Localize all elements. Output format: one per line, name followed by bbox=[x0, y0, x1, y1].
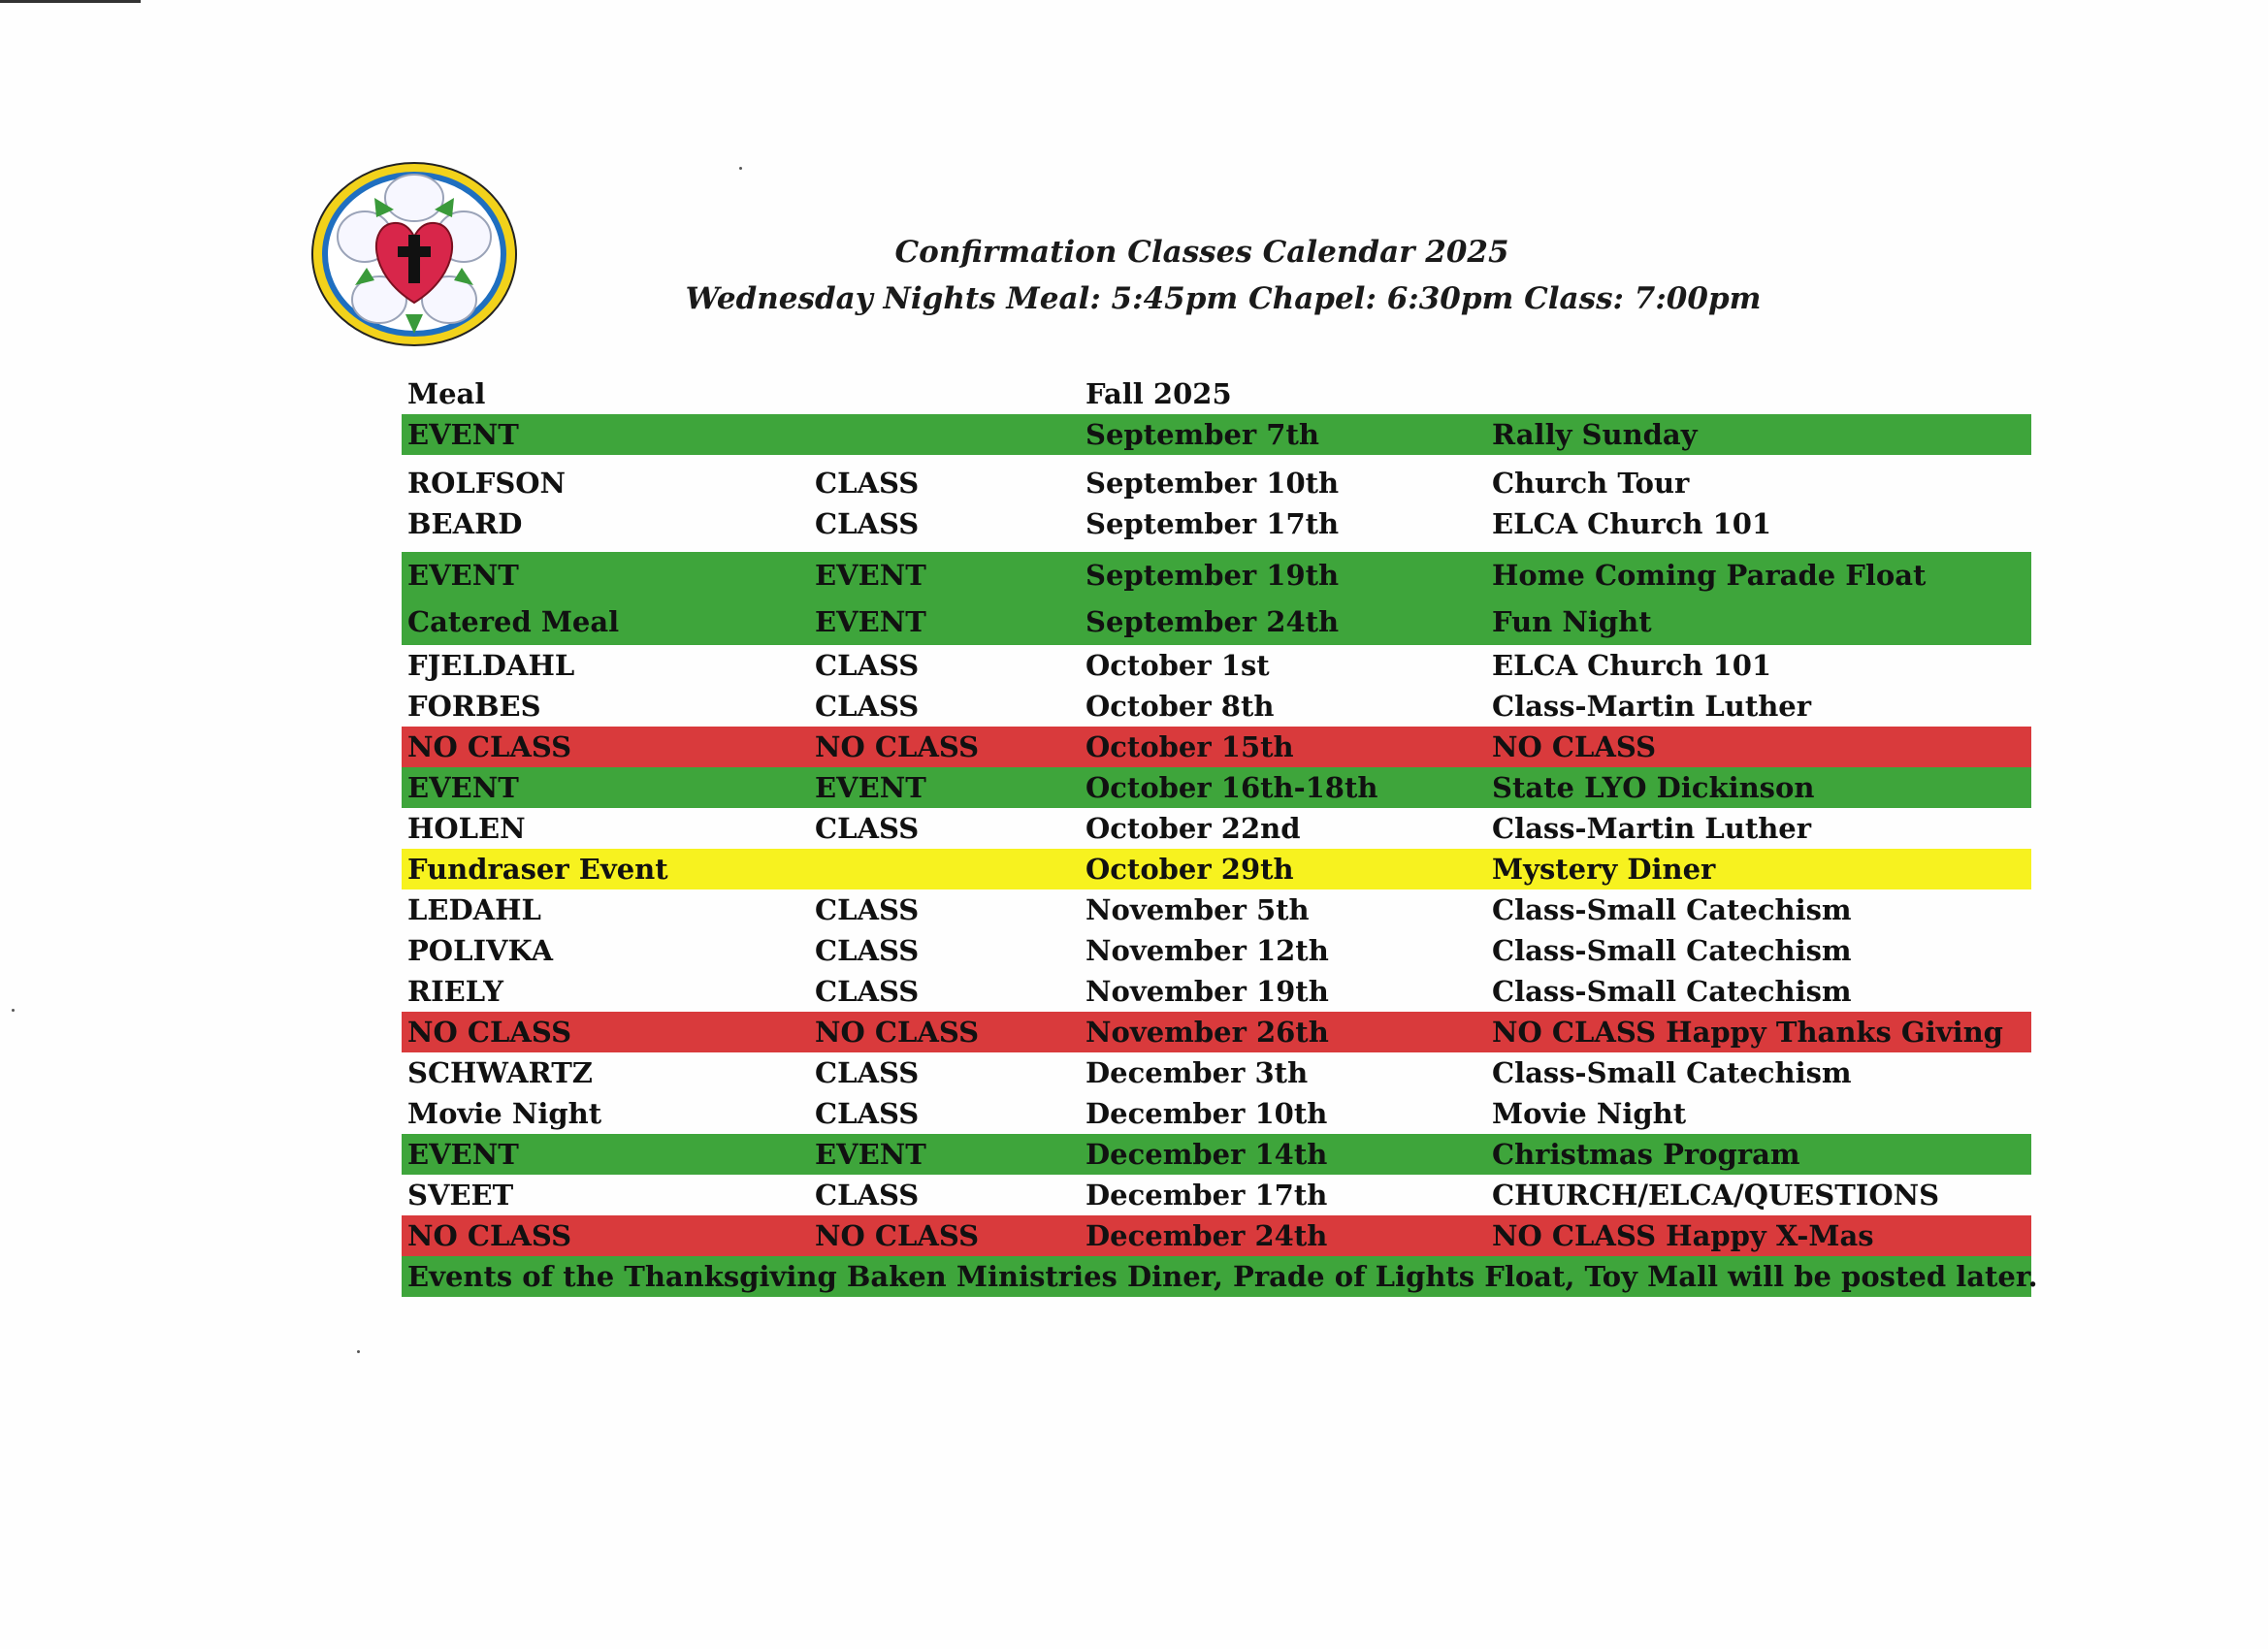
table-row bbox=[402, 1215, 2031, 1256]
footer-note-row bbox=[402, 1256, 2038, 1297]
page-subtitle: Wednesday Nights Meal: 5:45pm Chapel: 6:30pm Class: 7:00pm bbox=[685, 281, 1762, 316]
meal-cell: NO CLASS bbox=[407, 1016, 572, 1049]
meal-cell: FJELDAHL bbox=[407, 649, 575, 682]
date-cell: December 24th bbox=[1085, 1219, 1328, 1252]
topic-cell: Class-Small Catechism bbox=[1492, 1056, 1852, 1089]
meal-cell: Catered Meal bbox=[407, 605, 620, 638]
table-row bbox=[402, 1012, 2031, 1052]
row-spacer bbox=[402, 455, 2031, 463]
table-row bbox=[402, 889, 2031, 930]
date-cell: November 26th bbox=[1085, 1016, 1329, 1049]
type-cell: EVENT bbox=[815, 771, 926, 804]
topic-cell: Church Tour bbox=[1492, 467, 1690, 500]
meal-cell: SCHWARTZ bbox=[407, 1056, 593, 1089]
type-cell: CLASS bbox=[815, 507, 920, 540]
type-cell: EVENT bbox=[815, 1138, 926, 1171]
date-cell: November 12th bbox=[1085, 934, 1329, 967]
meal-cell: EVENT bbox=[407, 418, 519, 451]
topic-cell: NO CLASS Happy Thanks Giving bbox=[1492, 1016, 2003, 1049]
type-cell: CLASS bbox=[815, 649, 920, 682]
scan-speck bbox=[357, 1350, 360, 1353]
date-cell: October 8th bbox=[1085, 690, 1275, 723]
date-cell: September 7th bbox=[1085, 418, 1319, 451]
type-cell: CLASS bbox=[815, 1056, 920, 1089]
topic-cell: Fun Night bbox=[1492, 605, 1652, 638]
table-row bbox=[402, 1134, 2031, 1175]
date-cell: October 16th-18th bbox=[1085, 771, 1378, 804]
table-body bbox=[402, 414, 2031, 1256]
date-cell: September 24th bbox=[1085, 605, 1340, 638]
date-cell: December 3th bbox=[1085, 1056, 1309, 1089]
topic-cell: Class-Small Catechism bbox=[1492, 893, 1852, 926]
topic-cell: CHURCH/ELCA/QUESTIONS bbox=[1492, 1179, 1940, 1212]
type-cell: CLASS bbox=[815, 812, 920, 845]
topic-cell: Home Coming Parade Float bbox=[1492, 559, 1927, 592]
meal-cell: FORBES bbox=[407, 690, 541, 723]
meal-cell: HOLEN bbox=[407, 812, 526, 845]
type-cell: CLASS bbox=[815, 934, 920, 967]
table-row bbox=[402, 1093, 2031, 1134]
topic-cell: ELCA Church 101 bbox=[1492, 649, 1772, 682]
table-row bbox=[402, 1052, 2031, 1093]
scan-speck bbox=[739, 167, 742, 170]
scan-speck bbox=[12, 1009, 15, 1012]
page-title: Confirmation Classes Calendar 2025 bbox=[894, 235, 1509, 270]
topic-cell: ELCA Church 101 bbox=[1492, 507, 1772, 540]
meal-column-header: Meal bbox=[407, 377, 486, 410]
date-cell: December 14th bbox=[1085, 1138, 1328, 1171]
topic-cell: State LYO Dickinson bbox=[1492, 771, 1815, 804]
type-cell: CLASS bbox=[815, 1179, 920, 1212]
row-spacer bbox=[402, 544, 2031, 552]
table-row bbox=[402, 686, 2031, 727]
table-row bbox=[402, 808, 2031, 849]
topic-cell: Christmas Program bbox=[1492, 1138, 1800, 1171]
meal-cell: EVENT bbox=[407, 1138, 519, 1171]
date-cell: October 29th bbox=[1085, 853, 1294, 886]
table-row bbox=[402, 503, 2031, 544]
type-cell: CLASS bbox=[815, 893, 920, 926]
semester-column-header: Fall 2025 bbox=[1085, 377, 1232, 410]
table-row bbox=[402, 971, 2031, 1012]
topic-cell: Rally Sunday bbox=[1492, 418, 1698, 451]
type-cell: NO CLASS bbox=[815, 1219, 980, 1252]
table-row bbox=[402, 552, 2031, 598]
date-cell: September 17th bbox=[1085, 507, 1340, 540]
table-row bbox=[402, 849, 2031, 889]
table-header-row bbox=[402, 373, 2031, 414]
type-cell: CLASS bbox=[815, 467, 920, 500]
date-cell: November 19th bbox=[1085, 975, 1329, 1008]
type-cell: CLASS bbox=[815, 690, 920, 723]
type-cell: EVENT bbox=[815, 559, 926, 592]
meal-cell: Fundraser Event bbox=[407, 853, 668, 886]
meal-cell: BEARD bbox=[407, 507, 523, 540]
meal-cell: POLIVKA bbox=[407, 934, 554, 967]
topic-cell: NO CLASS bbox=[1492, 730, 1657, 763]
date-cell: September 19th bbox=[1085, 559, 1340, 592]
meal-cell: RIELY bbox=[407, 975, 504, 1008]
table-row bbox=[402, 767, 2031, 808]
meal-cell: EVENT bbox=[407, 559, 519, 592]
meal-cell: LEDAHL bbox=[407, 893, 541, 926]
type-cell: EVENT bbox=[815, 605, 926, 638]
date-cell: October 22nd bbox=[1085, 812, 1301, 845]
footer-note: Events of the Thanksgiving Baken Ministries Diner, Prade of Lights Float, Toy Mall will be posted later. bbox=[407, 1260, 2038, 1293]
date-cell: December 17th bbox=[1085, 1179, 1328, 1212]
topic-cell: Movie Night bbox=[1492, 1097, 1687, 1130]
topic-cell: Class-Martin Luther bbox=[1492, 812, 1812, 845]
table-row bbox=[402, 414, 2031, 455]
topic-cell: Class-Martin Luther bbox=[1492, 690, 1812, 723]
date-cell: December 10th bbox=[1085, 1097, 1328, 1130]
meal-cell: NO CLASS bbox=[407, 730, 572, 763]
meal-cell: EVENT bbox=[407, 771, 519, 804]
topic-cell: Mystery Diner bbox=[1492, 853, 1716, 886]
meal-cell: SVEET bbox=[407, 1179, 514, 1212]
table-row bbox=[402, 463, 2031, 503]
type-cell: NO CLASS bbox=[815, 1016, 980, 1049]
meal-cell: Movie Night bbox=[407, 1097, 602, 1130]
calendar-table bbox=[402, 373, 2038, 1297]
table-row bbox=[402, 930, 2031, 971]
type-cell: NO CLASS bbox=[815, 730, 980, 763]
table-row bbox=[402, 645, 2031, 686]
table-row bbox=[402, 727, 2031, 767]
date-cell: September 10th bbox=[1085, 467, 1340, 500]
meal-cell: ROLFSON bbox=[407, 467, 567, 500]
date-cell: October 15th bbox=[1085, 730, 1294, 763]
table-row bbox=[402, 598, 2031, 645]
date-cell: November 5th bbox=[1085, 893, 1310, 926]
scan-edge-line bbox=[0, 0, 141, 3]
table-row bbox=[402, 1175, 2031, 1215]
topic-cell: NO CLASS Happy X-Mas bbox=[1492, 1219, 1874, 1252]
meal-cell: NO CLASS bbox=[407, 1219, 572, 1252]
type-cell: CLASS bbox=[815, 975, 920, 1008]
topic-cell: Class-Small Catechism bbox=[1492, 934, 1852, 967]
type-cell: CLASS bbox=[815, 1097, 920, 1130]
topic-cell: Class-Small Catechism bbox=[1492, 975, 1852, 1008]
date-cell: October 1st bbox=[1085, 649, 1270, 682]
